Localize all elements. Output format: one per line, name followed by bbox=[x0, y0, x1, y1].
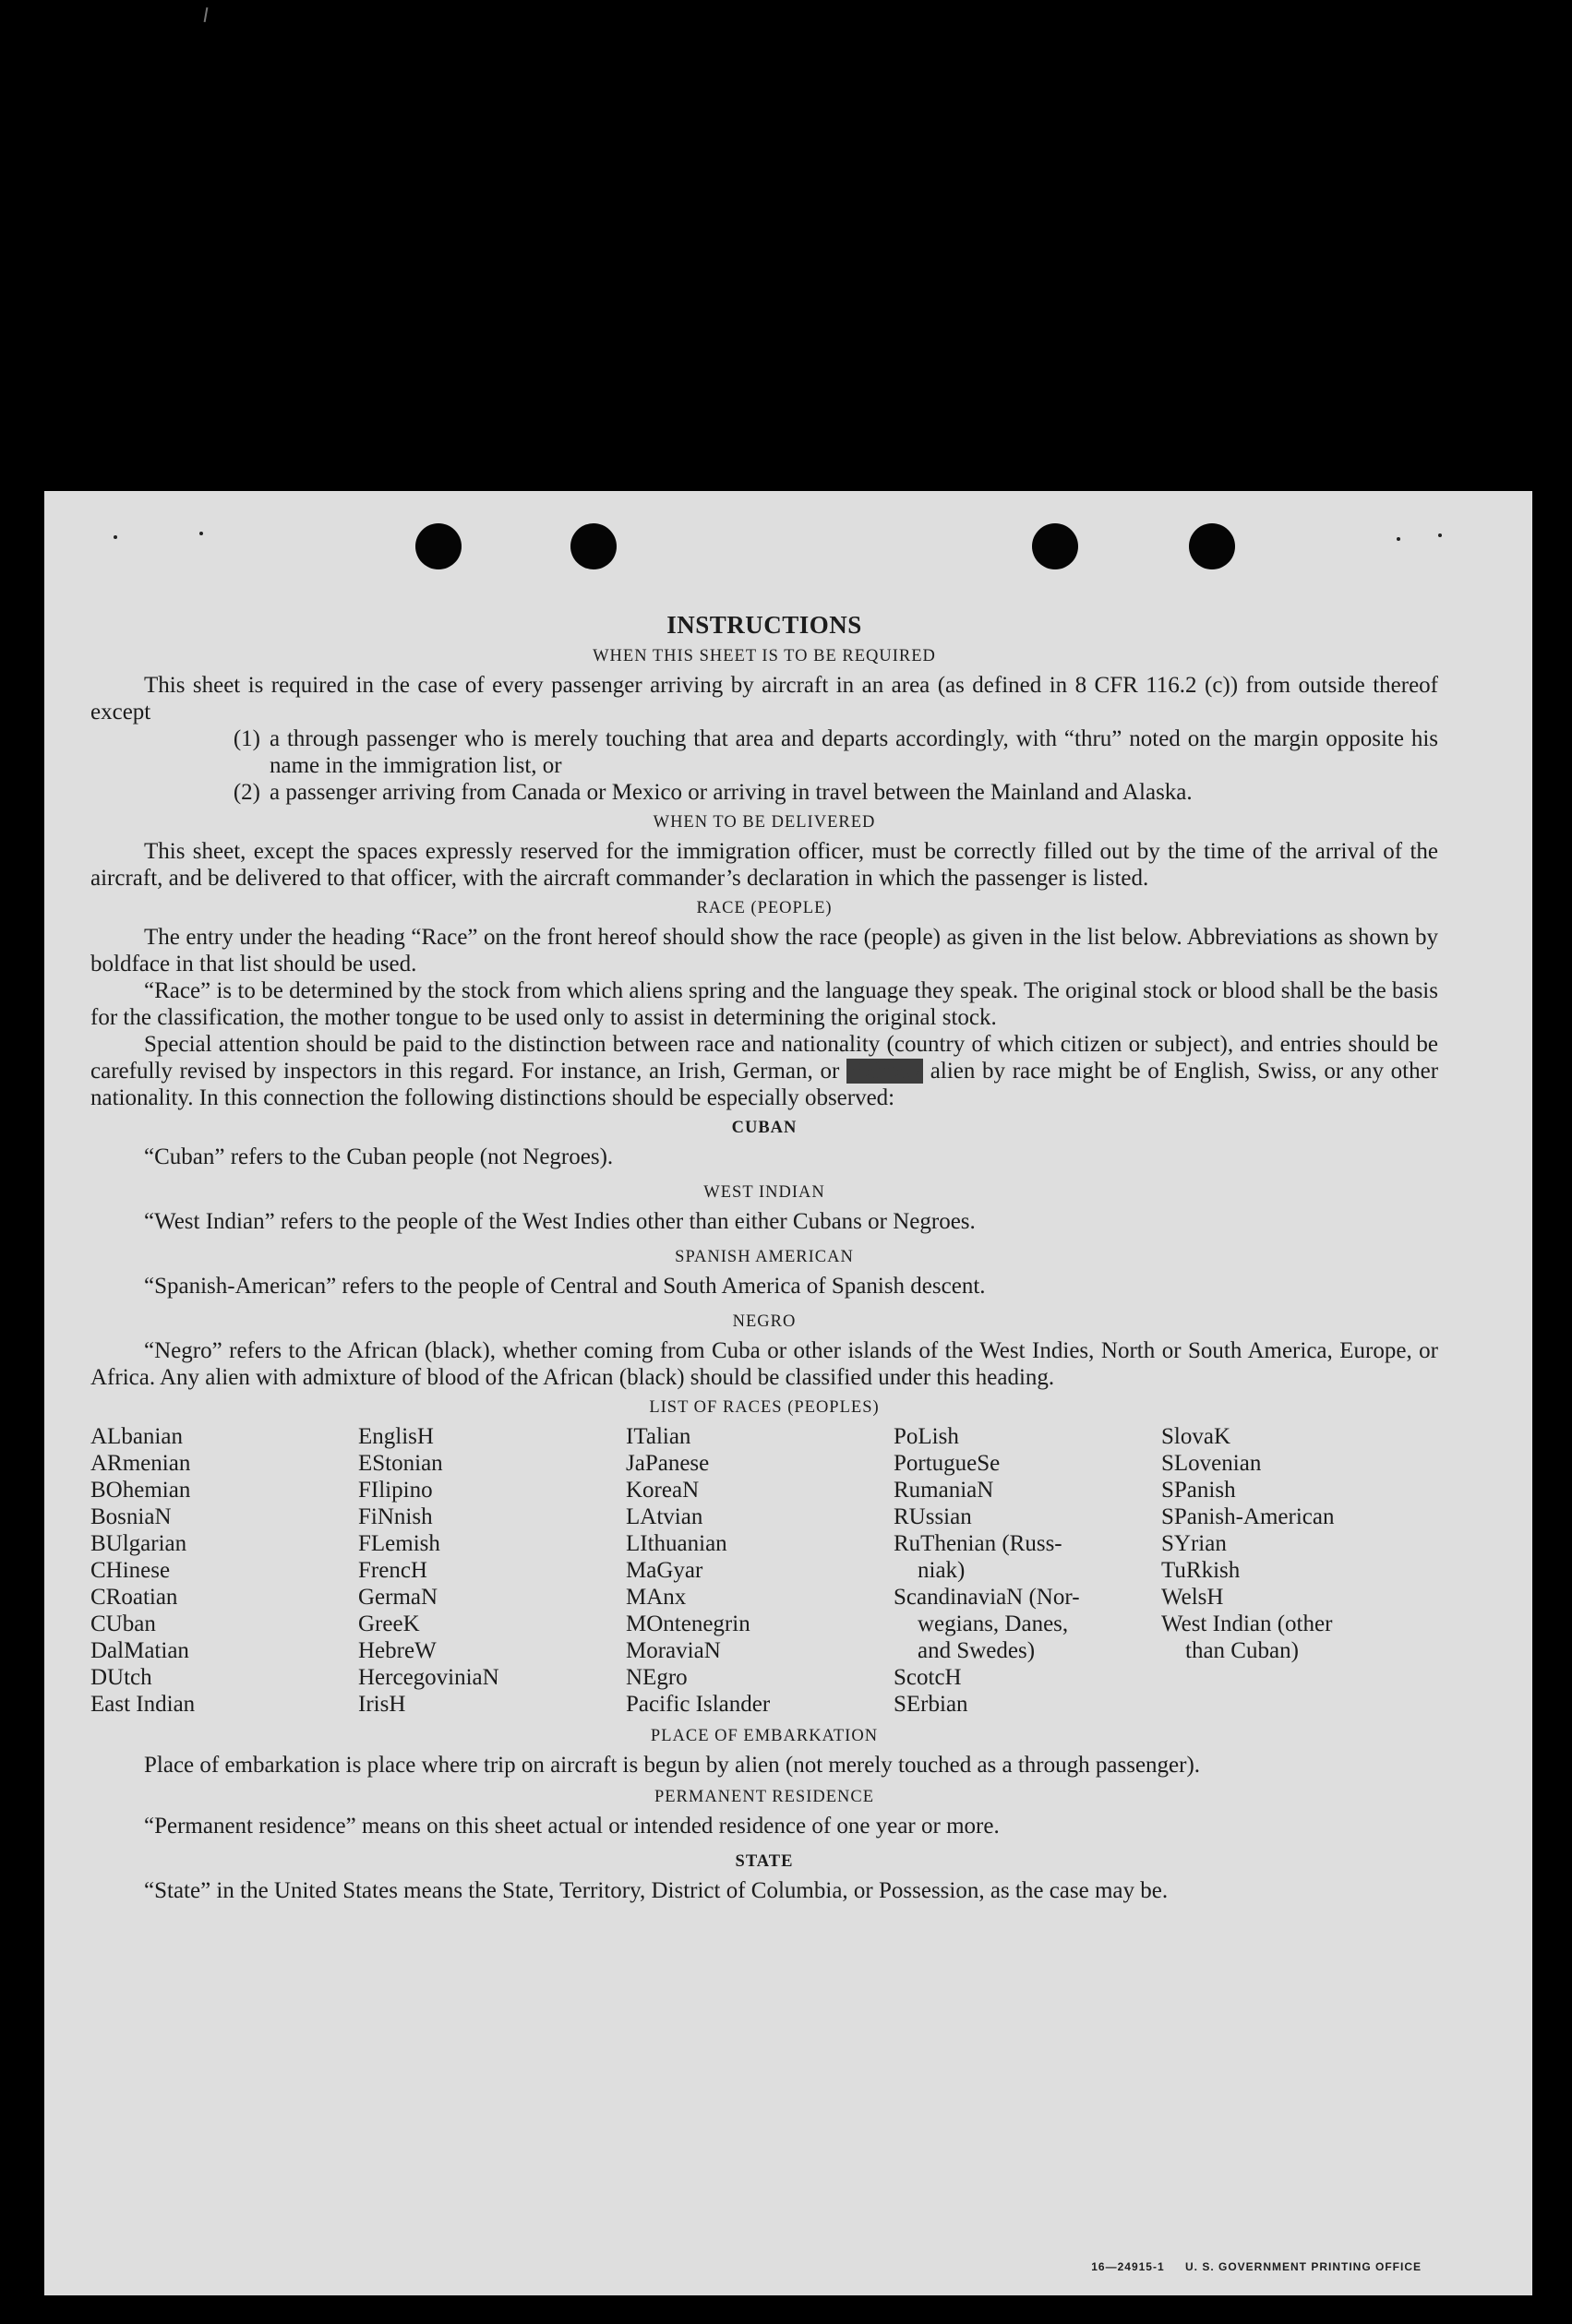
race-column bbox=[626, 1423, 894, 1718]
race-entry: FLemish bbox=[358, 1531, 440, 1556]
race-entry: CRoatian bbox=[90, 1585, 178, 1610]
race-entry: MoraviaN bbox=[626, 1638, 721, 1663]
speck bbox=[1397, 537, 1400, 541]
race-entry: PoLish bbox=[894, 1424, 959, 1449]
race-entry: and Swedes) bbox=[918, 1638, 1036, 1663]
race-column bbox=[358, 1423, 626, 1718]
section-heading: LIST OF RACES (PEOPLES) bbox=[649, 1398, 880, 1417]
race-entry: FiNnish bbox=[358, 1504, 433, 1529]
race-entry: TuRkish bbox=[1161, 1558, 1241, 1583]
race-entry: DUtch bbox=[90, 1665, 152, 1690]
list-item: (2) a passenger arriving from Canada or Mexico or arriving in travel between the Mainland and Alaska. bbox=[233, 780, 1193, 805]
race-column bbox=[1161, 1423, 1429, 1718]
paragraph: “Race” is to be determined by the stock from which aliens spring and the language they speak. The original stock or blood shall be the basis for the classification, the mother tongue to be used only to assist in determining the original stock. bbox=[90, 978, 1438, 1030]
race-entry: PortugueSe bbox=[894, 1451, 1001, 1476]
paragraph: Place of embarkation is place where trip on aircraft is begun by alien (not merely touched as a through passenger). bbox=[144, 1753, 1201, 1778]
race-entry: JaPanese bbox=[626, 1451, 710, 1476]
race-entry: LIthuanian bbox=[626, 1531, 727, 1556]
section-heading: STATE bbox=[735, 1852, 794, 1871]
race-entry: HebreW bbox=[358, 1638, 437, 1663]
race-entry: SYrian bbox=[1161, 1531, 1227, 1556]
race-entry: West Indian (other bbox=[1161, 1611, 1333, 1636]
race-entry: wegians, Danes, bbox=[918, 1611, 1069, 1636]
speck bbox=[114, 535, 117, 539]
section-heading: PERMANENT RESIDENCE bbox=[654, 1788, 875, 1806]
race-entry: KoreaN bbox=[626, 1478, 700, 1503]
form-footer bbox=[1091, 2260, 1422, 2273]
race-entry: SLovenian bbox=[1161, 1451, 1262, 1476]
race-entry: East Indian bbox=[90, 1692, 196, 1717]
section-heading: PLACE OF EMBARKATION bbox=[650, 1727, 879, 1745]
paragraph: This sheet is required in the case of every passenger arriving by aircraft in an area (as defined in 8 CFR 116.2 (c)) from outside thereof except bbox=[90, 673, 1438, 725]
paragraph: “Spanish-American” refers to the people of Central and South America of Spanish descent. bbox=[144, 1274, 986, 1299]
paragraph: “Cuban” refers to the Cuban people (not Negroes). bbox=[144, 1144, 614, 1169]
race-entry: CHinese bbox=[90, 1558, 171, 1583]
instructions-content bbox=[90, 611, 1438, 1904]
section-heading: SPANISH AMERICAN bbox=[675, 1248, 854, 1266]
race-entry: RUssian bbox=[894, 1504, 972, 1529]
punch-hole bbox=[570, 523, 617, 569]
paragraph: “Permanent residence” means on this sheet actual or intended residence of one year or more. bbox=[144, 1814, 1000, 1839]
race-entry: NEgro bbox=[626, 1665, 688, 1690]
race-entry: ScandinaviaN (Nor- bbox=[894, 1585, 1080, 1610]
section-heading: CUBAN bbox=[731, 1119, 798, 1137]
race-entry: FIlipino bbox=[358, 1478, 433, 1503]
race-entry: IrisH bbox=[358, 1692, 406, 1717]
scan-mark bbox=[204, 7, 209, 22]
race-column bbox=[90, 1423, 358, 1718]
race-entry: ScotcH bbox=[894, 1665, 962, 1690]
race-entry: GermaN bbox=[358, 1585, 438, 1610]
race-entry: FrencH bbox=[358, 1558, 427, 1583]
race-column bbox=[894, 1423, 1161, 1718]
redacted-word: Hebrew bbox=[847, 1059, 922, 1084]
section-heading: RACE (PEOPLE) bbox=[696, 899, 833, 917]
race-entry: ARmenian bbox=[90, 1451, 191, 1476]
race-entry: ALbanian bbox=[90, 1424, 183, 1449]
race-entry: SPanish-American bbox=[1161, 1504, 1335, 1529]
printer-credit: U. S. GOVERNMENT PRINTING OFFICE bbox=[1184, 2260, 1422, 2273]
page-title: INSTRUCTIONS bbox=[666, 611, 862, 639]
race-entry: WelsH bbox=[1161, 1585, 1224, 1610]
speck bbox=[199, 532, 203, 535]
race-entry: SPanish bbox=[1161, 1478, 1236, 1503]
section-heading: NEGRO bbox=[732, 1312, 797, 1331]
race-entry: LAtvian bbox=[626, 1504, 703, 1529]
race-entry: ITalian bbox=[626, 1424, 691, 1449]
paragraph: “West Indian” refers to the people of the West Indies other than either Cubans or Negroes. bbox=[144, 1209, 976, 1234]
race-entry: than Cuban) bbox=[1185, 1638, 1299, 1663]
speck bbox=[1438, 533, 1442, 537]
form-number: 16—24915-1 bbox=[1091, 2260, 1165, 2273]
punch-hole bbox=[415, 523, 462, 569]
list-item: (1) a through passenger who is merely touching that area and departs accordingly, with “thru” noted on the margin opposite his name in the immigration list, or bbox=[233, 726, 1438, 778]
document-page bbox=[44, 491, 1532, 2295]
paragraph: Special attention should be paid to the distinction between race and nationality (country of which citizen or subject), and entries should be carefully revised by inspectors in this regard. For instance, an Irish, German, or Hebrew alien by race might be of English, Swiss, or any other nationality. In this connection the following distinctions should be especially observed: bbox=[90, 1032, 1439, 1110]
race-entry: BUlgarian bbox=[90, 1531, 187, 1556]
race-entry: MAnx bbox=[626, 1585, 687, 1610]
section-heading: WEST INDIAN bbox=[703, 1183, 825, 1202]
section-heading: WHEN TO BE DELIVERED bbox=[653, 813, 876, 832]
paragraph: The entry under the heading “Race” on the front hereof should show the race (people) as given in the list below. Abbreviations as shown by boldface in that list should be used. bbox=[90, 925, 1438, 976]
race-entry: HercegoviniaN bbox=[358, 1665, 499, 1690]
race-entry: SlovaK bbox=[1161, 1424, 1230, 1449]
race-entry: DalMatian bbox=[90, 1638, 189, 1663]
race-entry: MOntenegrin bbox=[626, 1611, 750, 1636]
paragraph: “State” in the United States means the State, Territory, District of Columbia, or Possession, as the case may be. bbox=[144, 1878, 1169, 1903]
section-heading: WHEN THIS SHEET IS TO BE REQUIRED bbox=[593, 647, 936, 665]
race-entry: SErbian bbox=[894, 1692, 968, 1717]
punch-hole bbox=[1189, 523, 1235, 569]
race-entry: BosniaN bbox=[90, 1504, 172, 1529]
race-entry: niak) bbox=[918, 1558, 966, 1583]
race-entry: CUban bbox=[90, 1611, 156, 1636]
paragraph: This sheet, except the spaces expressly reserved for the immigration officer, must be correctly filled out by the time of the arrival of the aircraft, and be delivered to that officer, with the aircraft commander’s declaration in which the passenger is listed. bbox=[90, 839, 1438, 891]
paragraph: “Negro” refers to the African (black), whether coming from Cuba or other islands of the West Indies, North or South America, Europe, or Africa. Any alien with admixture of blood of the African (black) should be classified under this heading. bbox=[90, 1338, 1438, 1390]
race-entry: EnglisH bbox=[358, 1424, 434, 1449]
race-entry: RuThenian (Russ- bbox=[894, 1531, 1062, 1556]
race-entry: EStonian bbox=[358, 1451, 443, 1476]
race-entry: Pacific Islander bbox=[626, 1692, 771, 1717]
race-entry: MaGyar bbox=[626, 1558, 703, 1583]
race-entry: BOhemian bbox=[90, 1478, 191, 1503]
race-entry: GreeK bbox=[358, 1611, 420, 1636]
race-entry: RumaniaN bbox=[894, 1478, 994, 1503]
race-list bbox=[90, 1423, 1438, 1718]
punch-hole bbox=[1032, 523, 1078, 569]
